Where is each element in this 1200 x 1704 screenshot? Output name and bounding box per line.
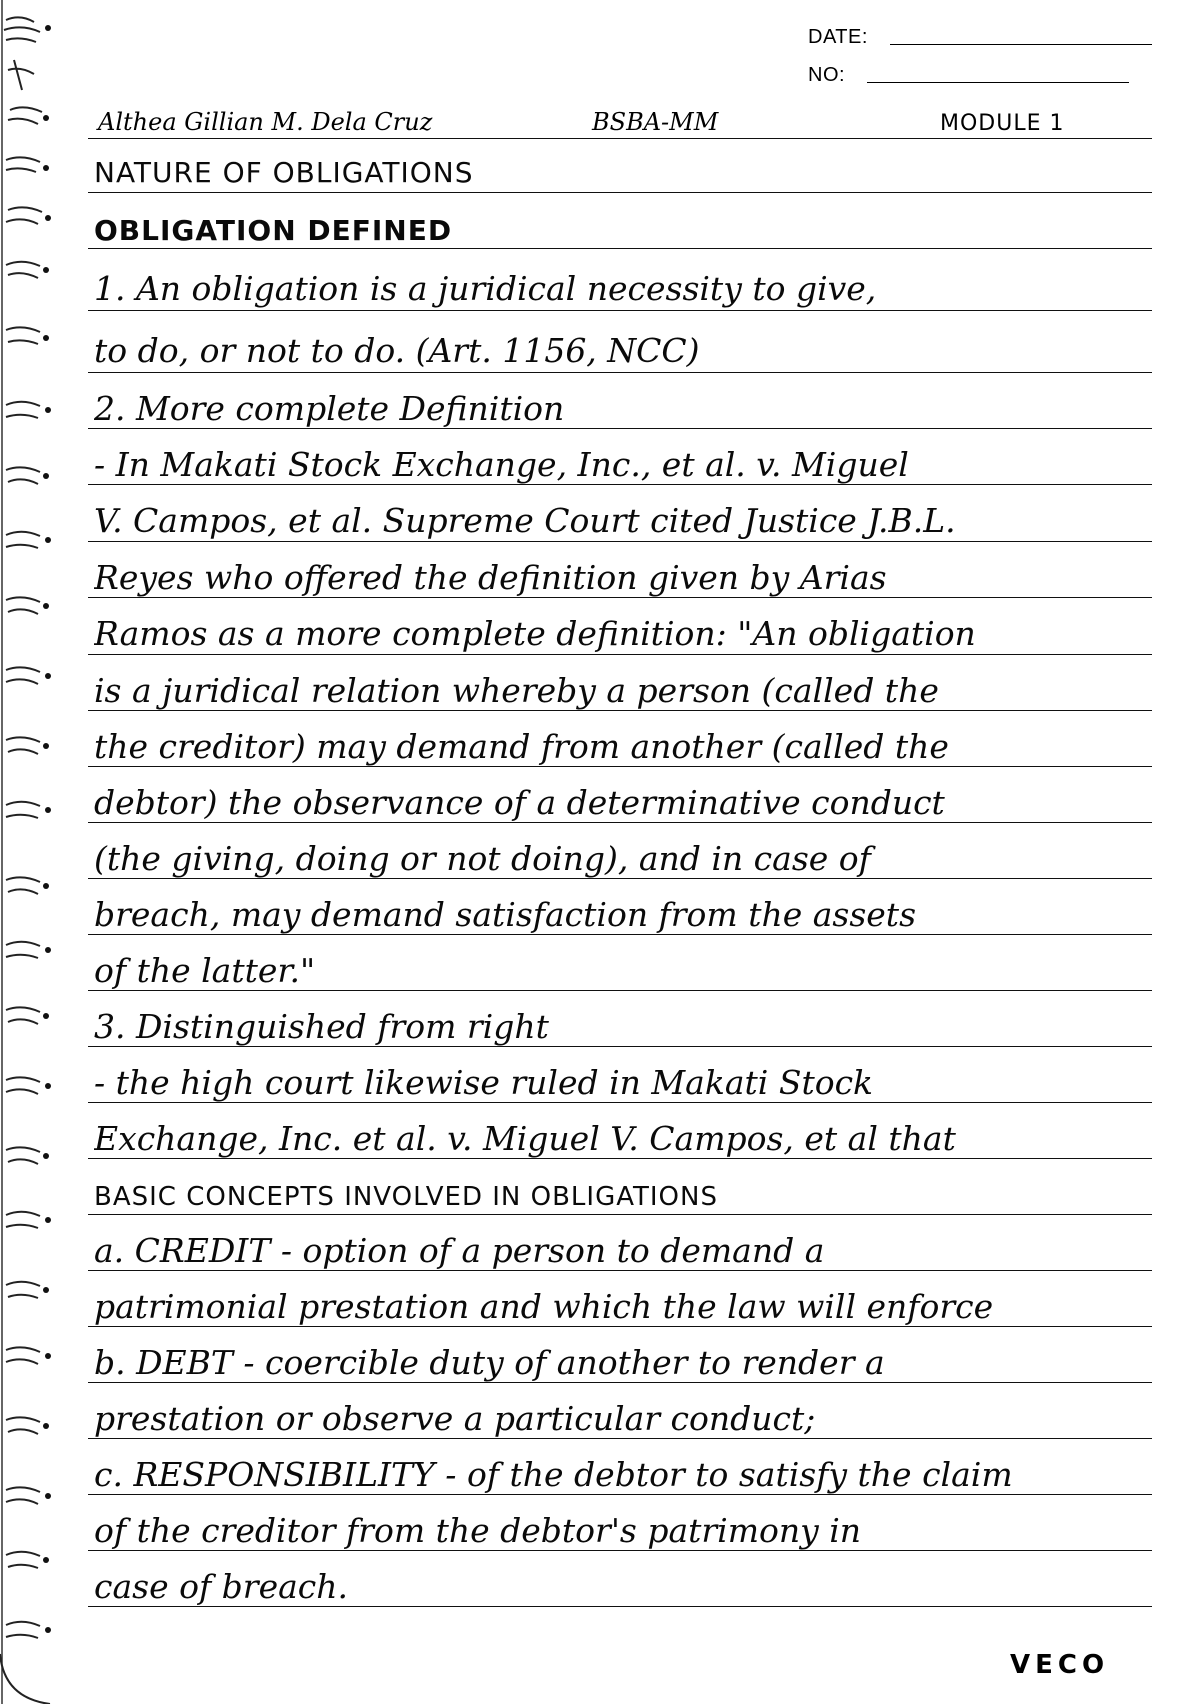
rule-line [88, 1550, 1152, 1551]
rule-line [88, 1046, 1152, 1047]
rule-line [88, 1606, 1152, 1607]
number-line [867, 81, 1129, 83]
rule-line [88, 1326, 1152, 1327]
rule-line [88, 597, 1152, 598]
rule-line [88, 1438, 1152, 1439]
rule-line [88, 1270, 1152, 1271]
concept-line: case of breach. [94, 1568, 349, 1606]
rule-line [88, 710, 1152, 711]
subtitle-text: OBLIGATION DEFINED [94, 214, 453, 247]
note-line: V. Campos, et al. Supreme Court cited Justice J.B.L. [94, 502, 956, 540]
concept-line: b. DEBT - coercible duty of another to render a [94, 1344, 885, 1382]
brand-logo: VECO [1010, 1650, 1110, 1680]
concept-line: a. CREDIT - option of a person to demand a [94, 1232, 825, 1270]
spiral-binding [0, 0, 70, 1704]
concept-line: of the creditor from the debtor's patrimony in [94, 1512, 862, 1550]
rule-line [88, 310, 1152, 311]
date-field [808, 26, 1152, 49]
note-line: Exchange, Inc. et al. v. Miguel V. Campos, et al that [94, 1120, 956, 1158]
title-text: NATURE OF OBLIGATIONS [94, 156, 474, 189]
rule-line [88, 484, 1152, 485]
rule-line [88, 1102, 1152, 1103]
note-line: of the latter." [94, 952, 316, 990]
note-line: 2. More complete Definition [94, 390, 565, 428]
rule-line [88, 934, 1152, 935]
module-label: MODULE 1 [940, 111, 1065, 136]
student-name: Althea Gillian M. Dela Cruz [98, 108, 433, 136]
rule-line [88, 990, 1152, 991]
date-label: DATE: [808, 26, 868, 48]
note-line: Ramos as a more complete definition: "An obligation [94, 615, 976, 653]
note-line: is a juridical relation whereby a person (called the [94, 672, 939, 710]
rule-line [88, 766, 1152, 767]
rule-line [88, 428, 1152, 429]
rule-line [88, 138, 1152, 139]
section-heading [94, 212, 1152, 250]
rule-line [88, 654, 1152, 655]
number-label: NO: [808, 64, 846, 86]
note-line: the creditor) may demand from another (called the [94, 728, 949, 766]
rule-line [88, 822, 1152, 823]
rule-line [88, 372, 1152, 373]
student-info-row [94, 98, 1152, 138]
rule-line [88, 1382, 1152, 1383]
concept-line: patrimonial prestation and which the law will enforce [94, 1288, 994, 1326]
date-line [890, 43, 1152, 45]
course-code: BSBA-MM [592, 108, 719, 136]
page-title [94, 154, 1152, 192]
note-line: breach, may demand satisfaction from the assets [94, 896, 917, 934]
note-line: Reyes who offered the definition given by Arias [94, 559, 887, 597]
note-line: (the giving, doing or not doing), and in case of [94, 840, 871, 878]
concept-line: c. RESPONSIBILITY - of the debtor to satisfy the claim [94, 1456, 1013, 1494]
note-line: 3. Distinguished from right [94, 1008, 549, 1046]
rule-line [88, 878, 1152, 879]
rule-line [88, 192, 1152, 193]
rule-line [88, 1158, 1152, 1159]
rule-line [88, 1494, 1152, 1495]
concept-line: prestation or observe a particular conduct; [94, 1400, 816, 1438]
rule-line [88, 541, 1152, 542]
note-line: - In Makati Stock Exchange, Inc., et al. v. Miguel [94, 446, 909, 484]
note-line: to do, or not to do. (Art. 1156, NCC) [94, 332, 700, 370]
page-corner-icon [0, 1644, 60, 1704]
number-field [808, 64, 1129, 87]
note-line: 1. An obligation is a juridical necessity to give, [94, 270, 877, 308]
note-line: debtor) the observance of a determinative conduct [94, 784, 945, 822]
concepts-heading: BASIC CONCEPTS INVOLVED IN OBLIGATIONS [94, 1182, 718, 1212]
note-line: - the high court likewise ruled in Makati Stock [94, 1064, 874, 1102]
